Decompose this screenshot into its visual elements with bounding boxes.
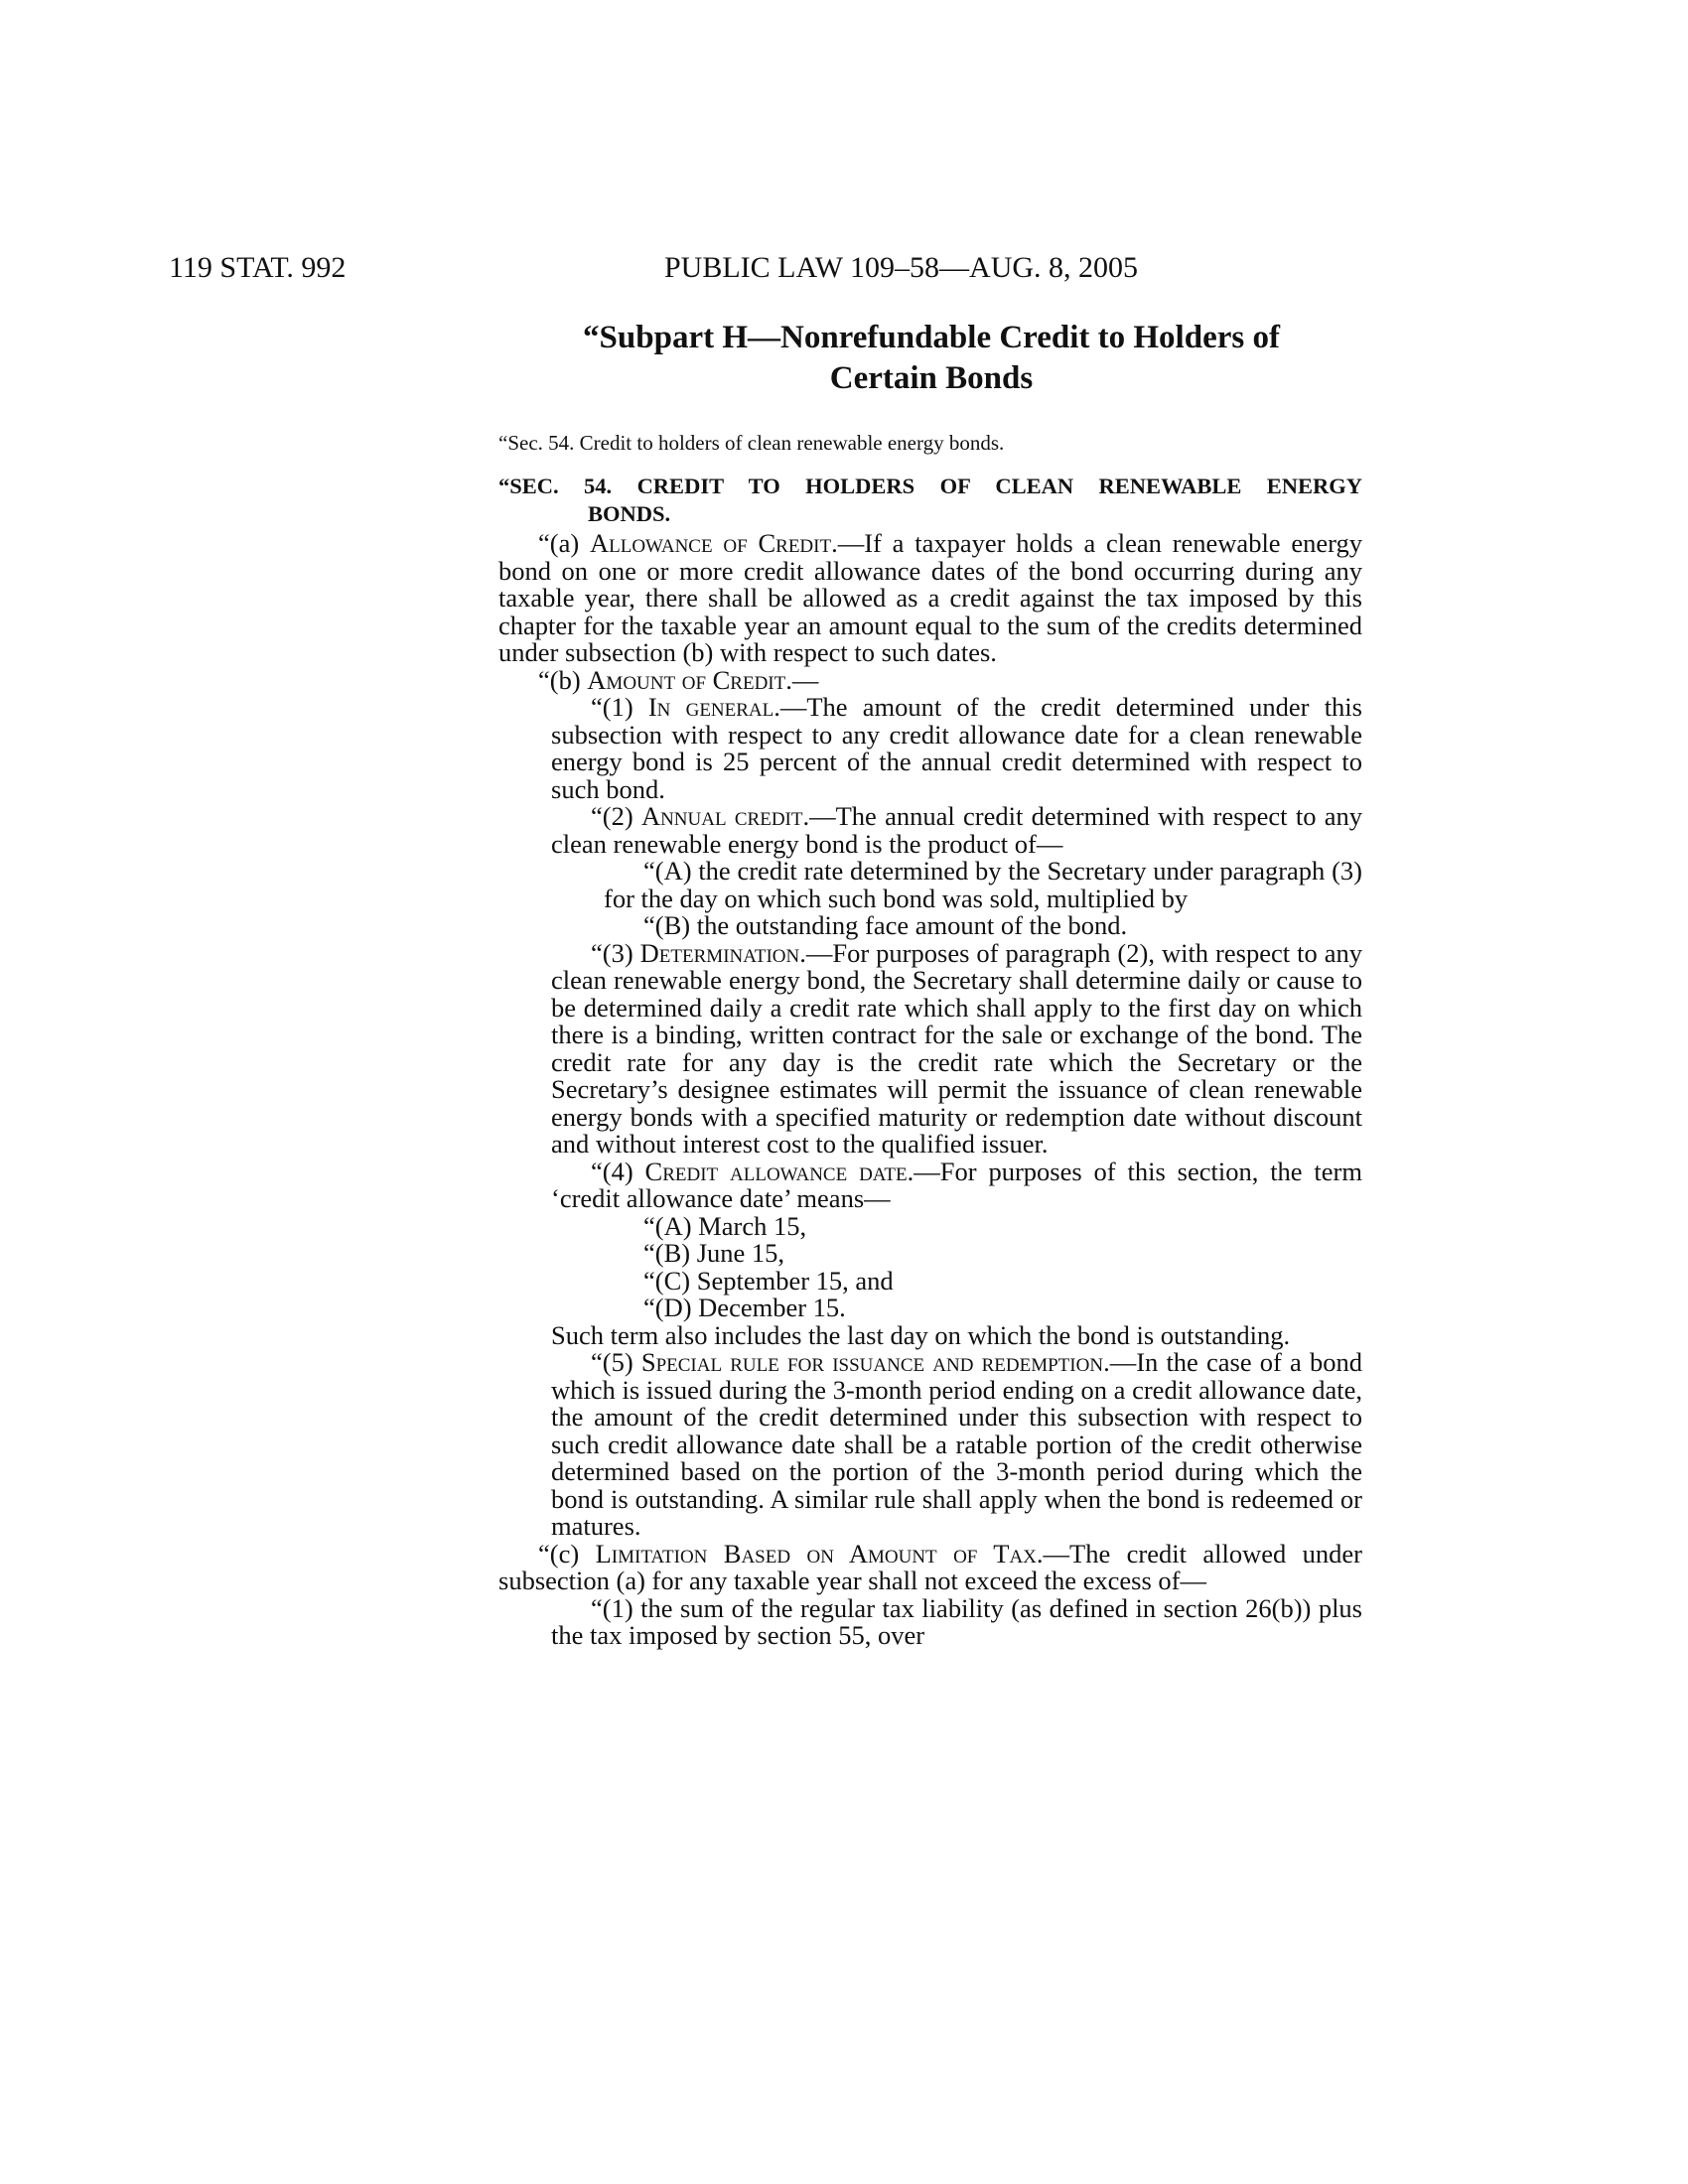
subparagraph-b4C: “(C) September 15, and (643, 1265, 894, 1296)
section-heading-line-1: “SEC. 54. CREDIT TO HOLDERS OF CLEAN RENEWABLE ENERGY (498, 474, 1362, 498)
paragraph-b2: “(2) Annual credit.—The annual credit determined with respect to any clean renewable energy bond is the product of— (551, 801, 1362, 859)
stat-citation: 119 STAT. 992 (169, 251, 347, 284)
paragraph-b1: “(1) In general.—The amount of the credit determined under this subsection with respect to any credit allowance date for a clean renewable energy bond is 25 percent of the annual credit determined with respect to such bond. (551, 692, 1362, 804)
subparagraph-b2A: “(A) the credit rate determined by the Secretary under paragraph (3) for the day on which such bond was sold, multiplied by (604, 856, 1362, 913)
paragraph-b4-heading: Credit allowance date (644, 1156, 908, 1186)
table-of-sections-entry: “Sec. 54. Credit to holders of clean renewable energy bonds. (498, 431, 1005, 455)
subsection-c-heading: Limitation Based on Amount of Tax (595, 1538, 1037, 1569)
subsection-a-heading: Allowance of Credit (589, 528, 832, 558)
subsection-c: “(c) Limitation Based on Amount of Tax.—The credit allowed under subsection (a) for any taxable year shall not exceed the excess of— (498, 1538, 1362, 1595)
paragraph-b4: “(4) Credit allowance date.—For purposes of this section, the term ‘credit allowance date’ means— (551, 1156, 1362, 1213)
paragraph-b2-heading: Annual credit (640, 801, 803, 831)
paragraph-b3: “(3) Determination.—For purposes of paragraph (2), with respect to any clean renewable energy bond, the Secretary shall determine daily or cause to be determined daily a credit rate which shall apply to the first day on which there is a binding, written contract for the sale or exchange of the bond. The credit rate for any day is the credit rate which the Secretary or the Secretary’s designee estimates will permit the issuance of clean renewable energy bonds with a specified maturity or redemption date without discount and without interest cost to the qualified issuer. (551, 937, 1362, 1159)
paragraph-b4-flush-text: Such term also includes the last day on which the bond is outstanding. (551, 1319, 1291, 1350)
subpart-title-line-2: Certain Bonds (829, 360, 1034, 396)
subparagraph-b4B: “(B) June 15, (643, 1238, 785, 1268)
paragraph-b1-heading: In general (647, 692, 774, 722)
public-law-citation: PUBLIC LAW 109–58—AUG. 8, 2005 (664, 251, 1139, 284)
subsection-b-heading: Amount of Credit (587, 664, 786, 695)
paragraph-b3-heading: Determination (639, 937, 800, 968)
running-header (0, 248, 1688, 288)
paragraph-c1: “(1) the sum of the regular tax liability (as defined in section 26(b)) plus the tax imposed by section 55, over (551, 1592, 1362, 1650)
subpart-title (504, 318, 1358, 399)
subparagraph-b4D: “(D) December 15. (643, 1293, 846, 1322)
section-heading (498, 473, 1362, 528)
paragraph-b5-heading: Special rule for issuance and redemption (640, 1347, 1104, 1377)
subparagraph-b2B: “(B) the outstanding face amount of the bond. (643, 910, 1128, 940)
subsection-b: “(b) Amount of Credit.— (538, 664, 819, 695)
section-heading-line-2: BONDS. (588, 501, 671, 526)
paragraph-b5: “(5) Special rule for issuance and redemption.—In the case of a bond which is issued during the 3-month period ending on a credit allowance date, the amount of the credit determined under this subsection with respect to such credit allowance date shall be a ratable portion of the credit otherwise determined based on the portion of the 3-month period during which the bond is outstanding. A similar rule shall apply when the bond is redeemed or matures. (551, 1347, 1362, 1541)
subsection-a: “(a) Allowance of Credit.—If a taxpayer holds a clean renewable energy bond on one or more credit allowance dates of the bond occurring during any taxable year, there shall be allowed as a credit against the tax imposed by this chapter for the taxable year an amount equal to the sum of the credits determined under subsection (b) with respect to such dates. (498, 528, 1362, 667)
section-body (498, 530, 1362, 1650)
subparagraph-b4A: “(A) March 15, (643, 1210, 807, 1241)
subpart-title-line-1: “Subpart H—Nonrefundable Credit to Holders of (583, 320, 1280, 355)
